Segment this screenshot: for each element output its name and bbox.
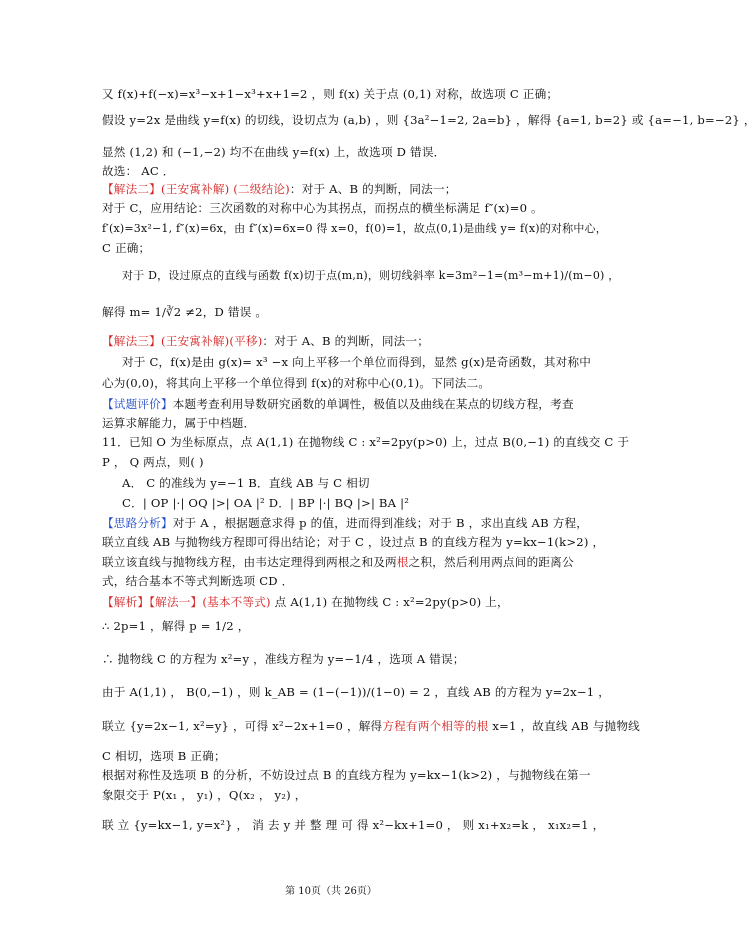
evaluation-line [102, 396, 572, 412]
question-11-stem [102, 434, 630, 450]
line-text: ∴ 抛物线 C 的方程为 x²=y ，准线方程为 y=−1/4 ，选项 A 错误； [102, 652, 465, 666]
line-text: 运算求解能力，属于中档题． [102, 416, 256, 430]
line-text: A． C 的准线为 y=−1 B．直线 AB 与 C 相切 [122, 476, 370, 490]
solution-option-a [102, 651, 572, 667]
line-text: 之积，然后利用两点间的距离公 [408, 555, 574, 569]
analysis-line-2 [102, 534, 605, 550]
line-text: 假设 y=2x 是曲线 y=f(x) 的切线，设切点为 (a,b) ，则 {3a²−1=2, 2a=b} ，解得 {a=1, b=2} 或 {a=−1, b=−2} ， [102, 113, 756, 127]
solution-line-13 [102, 375, 572, 391]
method-two-header [102, 181, 572, 197]
solution-system-2 [102, 817, 605, 833]
evaluation-label: 【试题评价】 [102, 397, 173, 411]
line-text: 解得 m= 1/∛2 ≠2，D 错误 。 [102, 305, 268, 319]
line-text: 联立直线 AB 与抛物线方程即可得出结论；对于 C ，设过点 B 的直线方程为 y=kx−1(k>2) ， [102, 535, 605, 549]
solution-line-10 [102, 304, 572, 320]
solution-line-2 [102, 112, 756, 128]
method-label: 【解法二】(王安寓补解) (二级结论) [102, 182, 290, 196]
question-11-stem-cont [102, 454, 572, 470]
line-text: 显然 (1,2) 和 (−1,−2) 均不在曲线 y=f(x) 上，故选项 D 错误． [102, 145, 446, 159]
line-text: 联立 {y=2x−1, x²=y} ，可得 x²−2x+1=0 ，解得 [102, 719, 383, 733]
analysis-line-1 [102, 515, 589, 531]
solution-header [102, 594, 572, 610]
answer-line [102, 163, 572, 179]
solution-line-8 [102, 240, 572, 256]
analysis-line-3 [102, 554, 572, 570]
highlight-text: 方程有两个相等的根 [382, 719, 489, 733]
line-text: f′(x)=3x²−1, f″(x)=6x，由 f″(x)=6x=0 得 x=0，f(0)=1，故点(0,1)是曲线 y= f(x)的对称中心， [102, 222, 607, 235]
line-text: C 相切，选项 B 正确； [102, 749, 226, 763]
highlight-text: 根 [396, 555, 409, 569]
line-text: P ， Q 两点，则( ) [102, 455, 204, 469]
line-text: 式，结合基本不等式判断选项 CD ． [102, 574, 294, 588]
line-text: 又 f(x)+f(−x)=x³−x+1−x³+x+1=2 ，则 f(x) 关于点 (0,1) 对称，故选项 C 正确； [102, 87, 559, 101]
options-ab [122, 475, 592, 491]
line-text: 象限交于 P(x₁ ， y₁) ，Q(x₂ ， y₂) ， [102, 788, 307, 802]
line-text: 联 立 {y=kx−1, y=x²} ， 消 去 y 并 整 理 可 得 x²−kx+1=0 ， 则 x₁+x₂=k ， x₁x₂=1 ， [102, 818, 605, 832]
solution-option-b [102, 748, 572, 764]
line-text: 点 A(1,1) 在抛物线 C : x²=2py(p>0) 上， [270, 595, 509, 609]
options-cd [122, 495, 592, 511]
solution-line-12 [122, 354, 592, 370]
line-text: C．| OP |·| OQ |>| OA |² D．| BP |·| BQ |>| BA |² [122, 496, 410, 510]
line-text: ：对于 A、B 的判断，同法一； [262, 334, 430, 348]
line-text: 由于 A(1,1) ， B(0,−1) ，则 k_AB = (1−(−1))/(1−0) = 2 ，直线 AB 的方程为 y=2x−1 ， [102, 685, 611, 699]
analysis-label: 【思路分析】 [102, 516, 173, 530]
solution-intersections [102, 787, 572, 803]
line-text: x=1 ，故直线 AB 与抛物线 [488, 719, 640, 733]
solution-p-value [102, 618, 572, 634]
solution-line-6 [102, 200, 572, 216]
line-text: ∴ 2p=1 ，解得 p = 1/2 ， [102, 619, 250, 633]
solution-line-1 [102, 86, 572, 102]
line-text: 根据对称性及选项 B 的分析，不妨设过点 B 的直线方程为 y=kx−1(k>2) ，与抛物线在第一 [102, 768, 591, 782]
line-text: 本题考查利用导数研究函数的单调性，极值以及曲线在某点的切线方程，考查 [172, 397, 574, 411]
line-text: 对于 C，f(x)是由 g(x)= x³ −x 向上平移一个单位而得到，显然 g(x)是奇函数，其对称中 [122, 355, 592, 369]
solution-line-symmetry [102, 767, 591, 783]
line-text: 故选： AC ． [102, 164, 175, 178]
line-text: ：对于 A、B 的判断，同法一； [289, 182, 457, 196]
line-text: 11．已知 O 为坐标原点，点 A(1,1) 在抛物线 C : x²=2py(p>0) 上，过点 B(0,−1) 的直线交 C 于 [102, 435, 630, 449]
method-label: 【解法三】(王安寓补解)(平移) [102, 334, 263, 348]
analysis-line-4 [102, 573, 572, 589]
line-text: 对于 A ，根据题意求得 p 的值，进而得到准线；对于 B ，求出直线 AB 方程， [172, 516, 589, 530]
solution-slope [102, 684, 611, 700]
line-text: 心为(0,0)，将其向上平移一个单位得到 f(x)的对称中心(0,1)。下同法二。 [102, 376, 491, 390]
solution-line-7 [102, 221, 607, 237]
solution-line-3 [102, 144, 572, 160]
page-footer: 第 10页（共 26页） [285, 886, 377, 897]
solution-line-9 [122, 268, 620, 284]
solution-label: 【解析】【解法一】(基本不等式) [102, 595, 271, 609]
line-text: C 正确； [102, 241, 151, 255]
solution-system-1 [102, 718, 640, 734]
method-three-header [102, 333, 572, 349]
line-text: 联立该直线与抛物线方程，由韦达定理得到两根之和及两 [102, 555, 397, 569]
line-text: 对于 D，设过原点的直线与函数 f(x)切于点(m,n)，则切线斜率 k=3m²−1=(m³−m+1)/(m−0) ， [122, 269, 620, 282]
line-text: 对于 C，应用结论：三次函数的对称中心为其拐点，而拐点的横坐标满足 f″(x)=0 。 [102, 201, 543, 215]
solution-line-15 [102, 415, 572, 431]
